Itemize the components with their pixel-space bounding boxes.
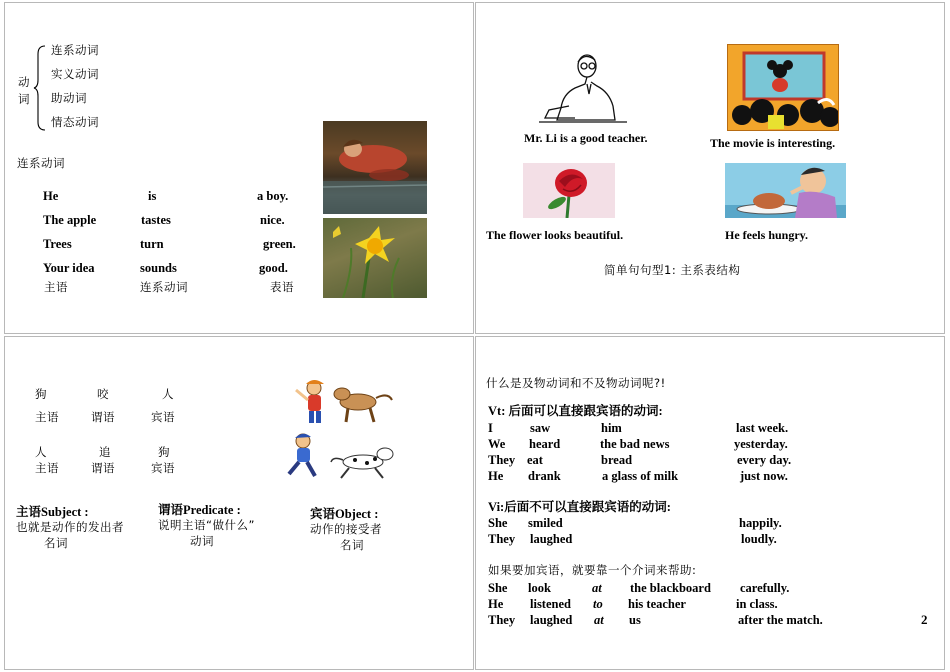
- section-title: 连系动词: [17, 156, 65, 170]
- vt-title: Vt: 后面可以直接跟宾语的动词:: [488, 404, 663, 418]
- verb-head: 动 词: [18, 75, 30, 106]
- vt-row3-col3: bread: [601, 453, 633, 467]
- role1-predicate: 谓语: [91, 410, 115, 424]
- role2-subject: 主语: [35, 461, 59, 475]
- vt-row1-col3: him: [601, 421, 622, 435]
- role2-object: 宾语: [151, 461, 175, 475]
- def-object-desc: 动作的接受者: [310, 522, 382, 536]
- word-chase: 追: [99, 445, 111, 459]
- verb-type-2: 实义动词: [51, 67, 99, 81]
- def-object-title: 宾语Object :: [310, 507, 379, 521]
- prep-row2-col1: He: [488, 597, 504, 611]
- vt-row4-col2: drank: [528, 469, 561, 483]
- role1-object: 宾语: [151, 410, 175, 424]
- prep-row3-col2: laughed: [530, 613, 573, 627]
- row3-subject: Trees: [43, 237, 72, 251]
- vt-row3-col2: eat: [527, 453, 543, 467]
- vi-row2-col3: loudly.: [741, 532, 777, 546]
- word-person-2: 人: [35, 445, 47, 459]
- narcissus-painting-image: [323, 121, 427, 214]
- daffodil-image: [323, 218, 427, 298]
- role1-subject: 主语: [35, 410, 59, 424]
- prep-row2-col3: to: [593, 597, 603, 611]
- vi-row1-col2: smiled: [528, 516, 563, 530]
- vi-row1-col1: She: [488, 516, 508, 530]
- vi-row2-col1: They: [488, 532, 516, 546]
- verb-type-1: 连系动词: [51, 43, 99, 57]
- vt-row2-col1: We: [488, 437, 506, 451]
- def-subject-pos: 名词: [44, 536, 68, 550]
- row2-subject: The apple: [43, 213, 97, 227]
- row4-subject: Your idea: [43, 261, 95, 275]
- def-predicate-title: 谓语Predicate :: [158, 503, 241, 517]
- prep-row1-col1: She: [488, 581, 508, 595]
- caption-teacher: Mr. Li is a good teacher.: [524, 131, 648, 145]
- vt-row2-col4: yesterday.: [734, 437, 788, 451]
- prep-row1-col4: the blackboard: [630, 581, 711, 595]
- def-subject-desc: 也就是动作的发出者: [16, 520, 124, 534]
- prep-row2-col5: in class.: [736, 597, 778, 611]
- prep-row3-col3: at: [594, 613, 604, 627]
- vt-row4-col1: He: [488, 469, 504, 483]
- man-chases-dog-image: [285, 432, 401, 480]
- vi-row2-col2: laughed: [530, 532, 573, 546]
- question-title: 什么是及物动词和不及物动词呢?!: [486, 376, 666, 390]
- vi-title: Vi:后面不可以直接跟宾语的动词:: [488, 500, 671, 514]
- vt-row1-col4: last week.: [736, 421, 789, 435]
- vt-row3-col4: every day.: [737, 453, 792, 467]
- word-person: 人: [162, 387, 174, 401]
- def-subject-title: 主语Subject :: [16, 505, 89, 519]
- row1-complement: a boy.: [257, 189, 289, 203]
- vt-row4-col4: just now.: [740, 469, 788, 483]
- def-predicate-pos: 动词: [190, 534, 214, 548]
- page-number: 2: [921, 612, 928, 627]
- prep-row3-col1: They: [488, 613, 516, 627]
- def-predicate-desc: 说明主语“做什么”: [158, 518, 255, 532]
- role-verb: 连系动词: [140, 280, 188, 294]
- prep-row1-col2: look: [528, 581, 551, 595]
- verb-type-4: 情态动词: [51, 115, 99, 129]
- row1-verb: is: [148, 189, 157, 203]
- rose-image: [523, 163, 615, 218]
- verb-type-3: 助动词: [51, 91, 87, 105]
- caption-hungry: He feels hungry.: [725, 228, 808, 242]
- word-bite: 咬: [97, 387, 109, 401]
- prep-row3-col5: after the match.: [738, 613, 823, 627]
- row2-complement: nice.: [260, 213, 285, 227]
- vi-row1-col3: happily.: [739, 516, 782, 530]
- def-object-pos: 名词: [340, 538, 364, 552]
- vt-row1-col2: saw: [530, 421, 551, 435]
- role2-predicate: 谓语: [91, 461, 115, 475]
- prep-row1-col3: at: [592, 581, 602, 595]
- row2-verb: tastes: [141, 213, 171, 227]
- row1-subject: He: [43, 189, 59, 203]
- hungry-man-image: [725, 163, 846, 218]
- teacher-drawing-image: [535, 48, 631, 128]
- prep-title: 如果要加宾语，就要靠一个介词来帮助:: [488, 563, 697, 577]
- row3-verb: turn: [140, 237, 164, 251]
- vt-row2-col2: heard: [529, 437, 561, 451]
- prep-row2-col4: his teacher: [628, 597, 686, 611]
- caption-movie: The movie is interesting.: [710, 136, 836, 150]
- vt-row4-col3: a glass of milk: [602, 469, 679, 483]
- brace-icon: [33, 44, 47, 132]
- prep-row1-col5: carefully.: [740, 581, 790, 595]
- row4-complement: good.: [259, 261, 288, 275]
- dog-bites-man-image: [292, 378, 398, 428]
- caption-flower: The flower looks beautiful.: [486, 228, 624, 242]
- movie-theater-image: [727, 44, 839, 131]
- vt-row1-col1: I: [488, 421, 493, 435]
- role-subject: 主语: [44, 280, 68, 294]
- row3-complement: green.: [263, 237, 296, 251]
- prep-row2-col2: listened: [530, 597, 571, 611]
- word-dog: 狗: [35, 387, 47, 401]
- role-complement: 表语: [270, 280, 294, 294]
- vt-row3-col1: They: [488, 453, 516, 467]
- word-dog-2: 狗: [158, 445, 170, 459]
- row4-verb: sounds: [140, 261, 177, 275]
- prep-row3-col4: us: [629, 613, 641, 627]
- vt-row2-col3: the bad news: [600, 437, 670, 451]
- sentence-pattern-title: 简单句句型1: 主系表结构: [604, 263, 741, 277]
